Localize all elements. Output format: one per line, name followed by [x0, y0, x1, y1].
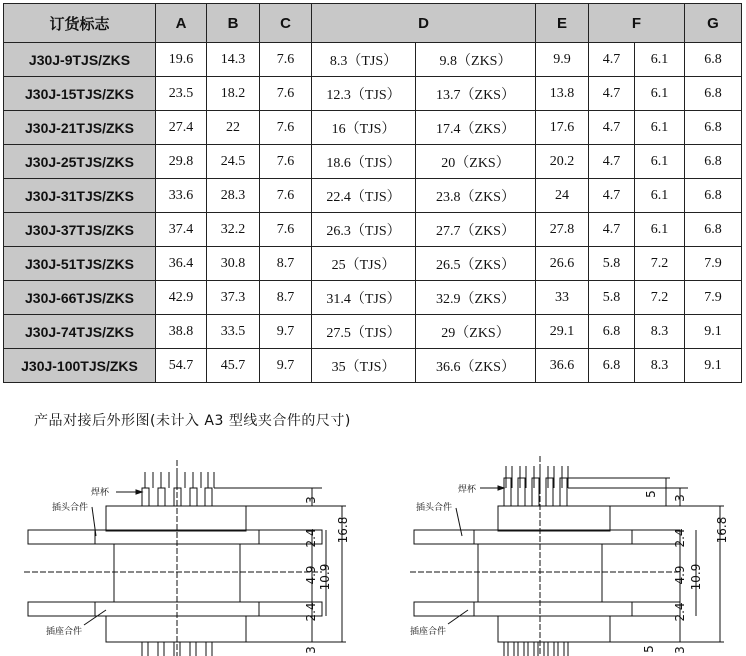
cell-f1: 4.7 [589, 77, 635, 111]
table-row [4, 281, 742, 315]
dim-5-top: 5 [644, 490, 658, 498]
dimension-lines [568, 478, 724, 642]
model-cell: J30J-9TJS/ZKS [4, 43, 156, 77]
cell-e: 33 [536, 281, 589, 315]
cell-g: 6.8 [685, 43, 742, 77]
cell-d-zks: 27.7（ZKS） [416, 213, 536, 247]
cell-d-tjs: 16（TJS） [312, 111, 416, 145]
cell-e: 9.9 [536, 43, 589, 77]
cell-f2: 7.2 [635, 247, 685, 281]
cell-a: 37.4 [156, 213, 207, 247]
cell-d-tjs: 35（TJS） [312, 349, 416, 383]
cell-f1: 4.7 [589, 111, 635, 145]
cell-b: 18.2 [207, 77, 260, 111]
cell-f2: 6.1 [635, 179, 685, 213]
plug-flange-top [28, 530, 322, 544]
table-row [4, 179, 742, 213]
cell-g: 9.1 [685, 315, 742, 349]
model-cell: J30J-37TJS/ZKS [4, 213, 156, 247]
model-cell: J30J-51TJS/ZKS [4, 247, 156, 281]
cell-c: 7.6 [260, 77, 312, 111]
socket-body-bottom [106, 616, 246, 642]
cell-f1: 4.7 [589, 43, 635, 77]
cell-d-tjs: 26.3（TJS） [312, 213, 416, 247]
cell-a: 54.7 [156, 349, 207, 383]
cell-b: 30.8 [207, 247, 260, 281]
cell-d-tjs: 8.3（TJS） [312, 43, 416, 77]
model-cell: J30J-15TJS/ZKS [4, 77, 156, 111]
cell-e: 20.2 [536, 145, 589, 179]
cell-a: 36.4 [156, 247, 207, 281]
header-e: E [536, 4, 589, 43]
dim-2-4-top: 2.4 [673, 528, 687, 548]
cell-a: 29.8 [156, 145, 207, 179]
table-row [4, 349, 742, 383]
cell-e: 29.1 [536, 315, 589, 349]
dim-10-9: 10.9 [318, 563, 332, 591]
cell-a: 19.6 [156, 43, 207, 77]
connector-outline-drawing-left [22, 452, 352, 656]
model-cell: J30J-21TJS/ZKS [4, 111, 156, 145]
table-row [4, 315, 742, 349]
socket-pins-bottom [504, 642, 568, 656]
dim-4-9: 4.9 [304, 565, 318, 585]
cell-b: 33.5 [207, 315, 260, 349]
cell-g: 6.8 [685, 111, 742, 145]
label-solder-cup: 焊杯 [90, 488, 109, 498]
header-order-mark: 订货标志 [4, 4, 156, 43]
header-c: C [260, 4, 312, 43]
cell-c: 7.6 [260, 179, 312, 213]
header-g: G [685, 4, 742, 43]
cell-f2: 6.1 [635, 43, 685, 77]
cell-c: 7.6 [260, 145, 312, 179]
cell-f2: 6.1 [635, 77, 685, 111]
cell-a: 23.5 [156, 77, 207, 111]
cell-a: 33.6 [156, 179, 207, 213]
table-row [4, 111, 742, 145]
dim-10-9: 10.9 [689, 563, 703, 591]
solder-cup-pins-top [142, 472, 214, 506]
cell-b: 37.3 [207, 281, 260, 315]
dim-4-9: 4.9 [673, 565, 687, 585]
dim-3-top: 3 [673, 494, 687, 502]
dim-3-bottom: 3 [673, 646, 687, 654]
cell-d-tjs: 27.5（TJS） [312, 315, 416, 349]
dim-3-bottom: 3 [304, 646, 318, 654]
plug-body-top [498, 506, 610, 531]
cell-c: 9.7 [260, 315, 312, 349]
cell-f1: 6.8 [589, 315, 635, 349]
cell-d-tjs: 12.3（TJS） [312, 77, 416, 111]
model-cell: J30J-74TJS/ZKS [4, 315, 156, 349]
cell-d-zks: 23.8（ZKS） [416, 179, 536, 213]
cell-d-zks: 26.5（ZKS） [416, 247, 536, 281]
cell-f2: 6.1 [635, 111, 685, 145]
cell-e: 26.6 [536, 247, 589, 281]
dim-3-top: 3 [304, 496, 318, 504]
cell-g: 7.9 [685, 247, 742, 281]
cell-f2: 6.1 [635, 145, 685, 179]
cell-d-zks: 9.8（ZKS） [416, 43, 536, 77]
header-a: A [156, 4, 207, 43]
cell-d-zks: 17.4（ZKS） [416, 111, 536, 145]
table-row [4, 77, 742, 111]
plug-flange-top [414, 530, 680, 544]
cell-g: 6.8 [685, 145, 742, 179]
cell-f1: 6.8 [589, 349, 635, 383]
table-row [4, 43, 742, 77]
label-plug-assembly: 插头合件 [51, 503, 88, 513]
cell-e: 24 [536, 179, 589, 213]
header-b: B [207, 4, 260, 43]
label-solder-cup: 焊杯 [457, 485, 476, 495]
cell-d-zks: 13.7（ZKS） [416, 77, 536, 111]
solder-cup-pins-top [504, 466, 568, 506]
cell-a: 38.8 [156, 315, 207, 349]
cell-f2: 7.2 [635, 281, 685, 315]
model-cell: J30J-100TJS/ZKS [4, 349, 156, 383]
socket-body-bottom [498, 616, 610, 642]
cell-f2: 8.3 [635, 349, 685, 383]
cell-f1: 4.7 [589, 179, 635, 213]
label-socket-assembly: 插座合件 [45, 627, 82, 637]
cell-d-zks: 29（ZKS） [416, 315, 536, 349]
connector-outline-drawing-right [408, 452, 744, 656]
cell-c: 7.6 [260, 213, 312, 247]
cell-d-zks: 36.6（ZKS） [416, 349, 536, 383]
cell-f1: 4.7 [589, 213, 635, 247]
table-row [4, 247, 742, 281]
cell-e: 13.8 [536, 77, 589, 111]
dim-16-8: 16.8 [715, 516, 729, 544]
cell-e: 27.8 [536, 213, 589, 247]
cell-d-tjs: 22.4（TJS） [312, 179, 416, 213]
cell-c: 7.6 [260, 43, 312, 77]
cell-g: 6.8 [685, 213, 742, 247]
dim-2-4-bottom: 2.4 [673, 602, 687, 622]
header-f: F [589, 4, 685, 43]
cell-f1: 5.8 [589, 247, 635, 281]
cell-c: 8.7 [260, 281, 312, 315]
dimension-table [3, 3, 742, 383]
cell-b: 45.7 [207, 349, 260, 383]
cell-e: 36.6 [536, 349, 589, 383]
label-plug-assembly: 插头合件 [415, 503, 452, 513]
dim-16-8: 16.8 [336, 516, 350, 544]
cell-d-zks: 32.9（ZKS） [416, 281, 536, 315]
cell-f2: 6.1 [635, 213, 685, 247]
cell-f2: 8.3 [635, 315, 685, 349]
cell-b: 32.2 [207, 213, 260, 247]
cell-g: 6.8 [685, 77, 742, 111]
cell-c: 7.6 [260, 111, 312, 145]
cell-f1: 4.7 [589, 145, 635, 179]
table-row [4, 145, 742, 179]
header-d: D [312, 4, 536, 43]
cell-d-tjs: 25（TJS） [312, 247, 416, 281]
cell-c: 8.7 [260, 247, 312, 281]
cell-g: 7.9 [685, 281, 742, 315]
cell-b: 14.3 [207, 43, 260, 77]
model-cell: J30J-66TJS/ZKS [4, 281, 156, 315]
cell-a: 42.9 [156, 281, 207, 315]
cell-e: 17.6 [536, 111, 589, 145]
cell-d-tjs: 31.4（TJS） [312, 281, 416, 315]
cell-a: 27.4 [156, 111, 207, 145]
cell-d-zks: 20（ZKS） [416, 145, 536, 179]
dim-2-4-top: 2.4 [304, 528, 318, 548]
cell-b: 24.5 [207, 145, 260, 179]
drawing-caption: 产品对接后外形图(未计入 A3 型线夹合件的尺寸) [34, 413, 351, 429]
cell-b: 22 [207, 111, 260, 145]
cell-b: 28.3 [207, 179, 260, 213]
cell-g: 6.8 [685, 179, 742, 213]
label-socket-assembly: 插座合件 [409, 627, 446, 637]
cell-c: 9.7 [260, 349, 312, 383]
cell-g: 9.1 [685, 349, 742, 383]
socket-flange-bottom [414, 602, 680, 616]
table-header-row [4, 4, 742, 43]
cell-d-tjs: 18.6（TJS） [312, 145, 416, 179]
model-cell: J30J-31TJS/ZKS [4, 179, 156, 213]
dim-2-4-bottom: 2.4 [304, 602, 318, 622]
model-cell: J30J-25TJS/ZKS [4, 145, 156, 179]
socket-flange-bottom [28, 602, 322, 616]
table-row [4, 213, 742, 247]
cell-f1: 5.8 [589, 281, 635, 315]
plug-body-top [106, 506, 246, 531]
dim-5-bottom: 5 [642, 645, 656, 653]
